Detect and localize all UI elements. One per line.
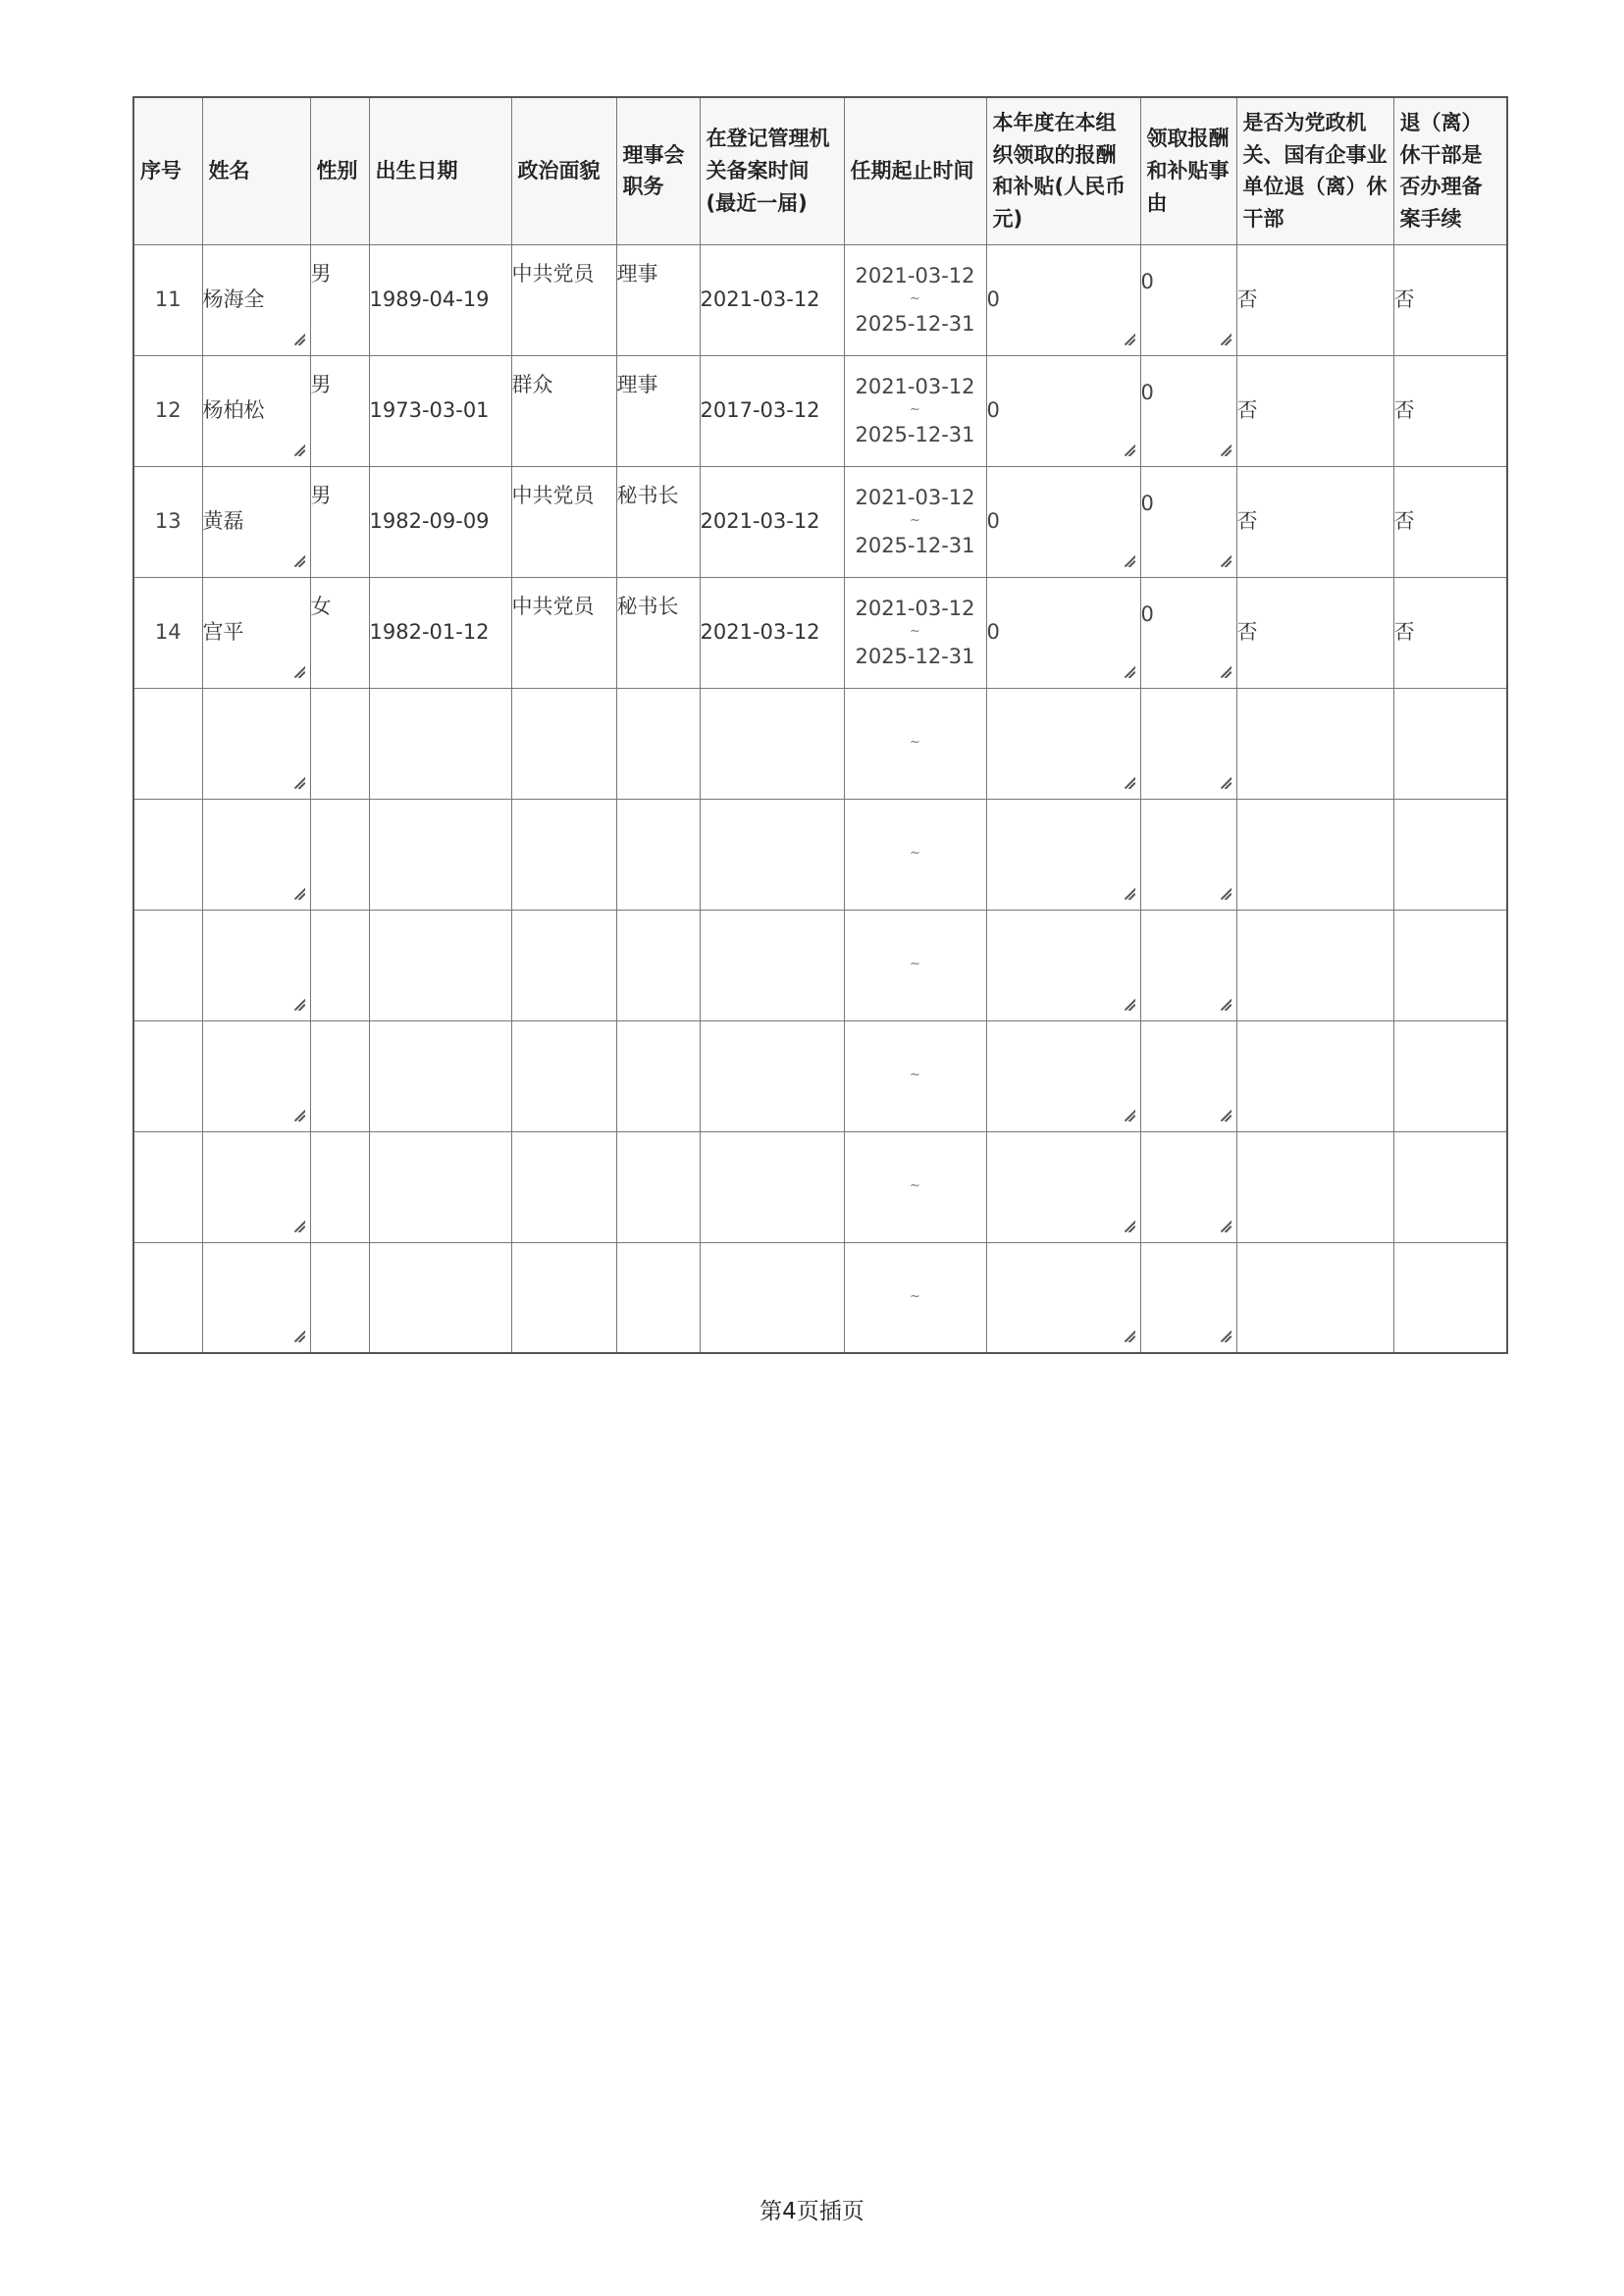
resize-handle-icon[interactable] xyxy=(1124,1331,1135,1342)
cell-retired-cadre xyxy=(1236,910,1393,1020)
cell-retired-filing xyxy=(1393,799,1507,910)
header-name: 姓名 xyxy=(202,97,310,244)
cell-council-role xyxy=(616,1242,700,1353)
cell-birth-date xyxy=(369,1131,511,1242)
header-retired-cadre: 是否为党政机关、国有企事业单位退（离）休干部 xyxy=(1236,97,1393,244)
header-filing-date: 在登记管理机关备案时间(最近一届) xyxy=(700,97,844,244)
resize-handle-icon[interactable] xyxy=(293,334,305,345)
name-text: 黄磊 xyxy=(202,509,244,534)
cell-annual-pay[interactable] xyxy=(986,1242,1140,1353)
page-footer-label: 第4页插页 xyxy=(760,2199,864,2224)
cell-retired-filing xyxy=(1393,688,1507,799)
cell-name[interactable] xyxy=(202,688,310,799)
cell-pay-reason[interactable] xyxy=(1140,577,1236,688)
cell-council-role xyxy=(616,1131,700,1242)
cell-annual-pay[interactable] xyxy=(986,577,1140,688)
term-separator: ~ xyxy=(910,291,920,307)
header-annual-pay: 本年度在本组织领取的报酬和补贴(人民币元) xyxy=(986,97,1140,244)
cell-retired-cadre: 否 xyxy=(1236,577,1393,688)
table-row xyxy=(133,799,1507,910)
cell-pay-reason[interactable] xyxy=(1140,910,1236,1020)
cell-name[interactable] xyxy=(202,799,310,910)
cell-political-status xyxy=(511,799,616,910)
cell-name[interactable] xyxy=(202,577,310,688)
term-start-date: 2021-03-12 xyxy=(855,485,975,509)
table-row xyxy=(133,355,1507,466)
cell-serial-number xyxy=(133,688,202,799)
resize-handle-icon[interactable] xyxy=(1124,334,1135,345)
cell-gender: 女 xyxy=(310,577,369,688)
resize-handle-icon[interactable] xyxy=(1220,555,1231,567)
cell-gender xyxy=(310,1020,369,1131)
term-separator: ~ xyxy=(910,735,920,751)
header-council-role: 理事会职务 xyxy=(616,97,700,244)
header-gender: 性别 xyxy=(310,97,369,244)
resize-handle-icon[interactable] xyxy=(1124,777,1135,789)
cell-birth-date xyxy=(369,1242,511,1353)
resize-handle-icon[interactable] xyxy=(1220,666,1231,678)
cell-name[interactable] xyxy=(202,244,310,355)
term-start-date: 2021-03-12 xyxy=(855,596,975,620)
cell-retired-cadre: 否 xyxy=(1236,355,1393,466)
pay-value: 0 xyxy=(986,398,1000,423)
resize-handle-icon[interactable] xyxy=(1124,999,1135,1011)
cell-filing-date: 2021-03-12 xyxy=(700,577,844,688)
term-separator: ~ xyxy=(910,1289,920,1305)
cell-political-status xyxy=(511,1020,616,1131)
cell-retired-cadre xyxy=(1236,688,1393,799)
table-row xyxy=(133,688,1507,799)
resize-handle-icon[interactable] xyxy=(1220,1110,1231,1122)
cell-annual-pay[interactable] xyxy=(986,1131,1140,1242)
cell-gender: 男 xyxy=(310,466,369,577)
cell-council-role: 理事 xyxy=(616,244,700,355)
cell-council-role: 理事 xyxy=(616,355,700,466)
cell-gender xyxy=(310,1242,369,1353)
resize-handle-icon[interactable] xyxy=(1124,555,1135,567)
table-row xyxy=(133,466,1507,577)
cell-retired-filing xyxy=(1393,1131,1507,1242)
cell-retired-cadre xyxy=(1236,1020,1393,1131)
cell-serial-number xyxy=(133,910,202,1020)
cell-political-status xyxy=(511,1242,616,1353)
cell-serial-number: 12 xyxy=(133,355,202,466)
cell-filing-date xyxy=(700,1131,844,1242)
cell-term-period xyxy=(844,910,986,1020)
cell-retired-cadre: 否 xyxy=(1236,244,1393,355)
cell-serial-number: 13 xyxy=(133,466,202,577)
term-end-date: 2025-12-31 xyxy=(855,422,975,446)
cell-name[interactable] xyxy=(202,1242,310,1353)
cell-pay-reason[interactable] xyxy=(1140,355,1236,466)
cell-birth-date xyxy=(369,688,511,799)
cell-birth-date: 1973-03-01 xyxy=(369,355,511,466)
cell-retired-filing: 否 xyxy=(1393,355,1507,466)
cell-pay-reason[interactable] xyxy=(1140,1020,1236,1131)
cell-political-status xyxy=(511,910,616,1020)
cell-gender xyxy=(310,799,369,910)
cell-filing-date xyxy=(700,1242,844,1353)
cell-retired-filing xyxy=(1393,1020,1507,1131)
resize-handle-icon[interactable] xyxy=(293,444,305,456)
resize-handle-icon[interactable] xyxy=(293,555,305,567)
reason-value: 0 xyxy=(1140,601,1154,626)
name-text: 宫平 xyxy=(202,620,244,645)
cell-birth-date xyxy=(369,910,511,1020)
resize-handle-icon[interactable] xyxy=(293,999,305,1011)
term-separator: ~ xyxy=(910,402,920,418)
resize-handle-icon[interactable] xyxy=(293,777,305,789)
cell-name[interactable] xyxy=(202,910,310,1020)
cell-pay-reason[interactable] xyxy=(1140,466,1236,577)
cell-serial-number: 11 xyxy=(133,244,202,355)
cell-term-period xyxy=(844,688,986,799)
table-row xyxy=(133,244,1507,355)
cell-annual-pay[interactable] xyxy=(986,910,1140,1020)
header-pay-reason: 领取报酬和补贴事由 xyxy=(1140,97,1236,244)
cell-birth-date: 1982-09-09 xyxy=(369,466,511,577)
cell-gender xyxy=(310,910,369,1020)
cell-retired-cadre: 否 xyxy=(1236,466,1393,577)
term-start-date: 2021-03-12 xyxy=(855,374,975,398)
cell-council-role xyxy=(616,910,700,1020)
cell-retired-cadre xyxy=(1236,1131,1393,1242)
cell-term-period xyxy=(844,355,986,466)
cell-political-status: 群众 xyxy=(511,355,616,466)
term-separator: ~ xyxy=(910,513,920,529)
cell-serial-number: 14 xyxy=(133,577,202,688)
pay-value: 0 xyxy=(986,620,1000,645)
reason-value: 0 xyxy=(1140,269,1154,293)
cell-retired-cadre xyxy=(1236,1242,1393,1353)
cell-retired-filing: 否 xyxy=(1393,244,1507,355)
reason-value: 0 xyxy=(1140,491,1154,515)
cell-pay-reason[interactable] xyxy=(1140,1131,1236,1242)
table-row xyxy=(133,910,1507,1020)
term-separator: ~ xyxy=(910,624,920,640)
cell-filing-date xyxy=(700,910,844,1020)
header-serial-number: 序号 xyxy=(133,97,202,244)
cell-annual-pay[interactable] xyxy=(986,688,1140,799)
cell-political-status: 中共党员 xyxy=(511,577,616,688)
resize-handle-icon[interactable] xyxy=(1124,444,1135,456)
resize-handle-icon[interactable] xyxy=(293,888,305,900)
cell-council-role xyxy=(616,799,700,910)
cell-annual-pay[interactable] xyxy=(986,799,1140,910)
cell-retired-filing: 否 xyxy=(1393,577,1507,688)
header-political-status: 政治面貌 xyxy=(511,97,616,244)
cell-gender xyxy=(310,1131,369,1242)
cell-name[interactable] xyxy=(202,466,310,577)
cell-council-role: 秘书长 xyxy=(616,466,700,577)
resize-handle-icon[interactable] xyxy=(293,1221,305,1232)
term-start-date: 2021-03-12 xyxy=(855,263,975,287)
table-header-row xyxy=(133,97,1507,244)
cell-term-period xyxy=(844,244,986,355)
cell-term-period xyxy=(844,577,986,688)
cell-serial-number xyxy=(133,1020,202,1131)
cell-filing-date xyxy=(700,799,844,910)
cell-council-role xyxy=(616,688,700,799)
cell-name[interactable] xyxy=(202,1131,310,1242)
name-text: 杨柏松 xyxy=(202,398,265,423)
cell-political-status: 中共党员 xyxy=(511,244,616,355)
cell-pay-reason[interactable] xyxy=(1140,1242,1236,1353)
cell-filing-date xyxy=(700,688,844,799)
cell-annual-pay[interactable] xyxy=(986,1020,1140,1131)
cell-filing-date xyxy=(700,1020,844,1131)
term-separator: ~ xyxy=(910,957,920,972)
cell-birth-date xyxy=(369,799,511,910)
resize-handle-icon[interactable] xyxy=(1220,444,1231,456)
table-row xyxy=(133,1020,1507,1131)
table-row xyxy=(133,577,1507,688)
pay-value: 0 xyxy=(986,287,1000,312)
term-separator: ~ xyxy=(910,1178,920,1194)
council-members-table xyxy=(132,96,1508,1354)
cell-serial-number xyxy=(133,799,202,910)
cell-term-period xyxy=(844,1020,986,1131)
resize-handle-icon[interactable] xyxy=(1220,888,1231,900)
cell-retired-filing: 否 xyxy=(1393,466,1507,577)
resize-handle-icon[interactable] xyxy=(293,666,305,678)
cell-birth-date: 1982-01-12 xyxy=(369,577,511,688)
cell-retired-filing xyxy=(1393,910,1507,1020)
resize-handle-icon[interactable] xyxy=(1220,777,1231,789)
header-term-period: 任期起止时间 xyxy=(844,97,986,244)
cell-birth-date xyxy=(369,1020,511,1131)
cell-annual-pay[interactable] xyxy=(986,355,1140,466)
header-retired-filing: 退（离）休干部是否办理备案手续 xyxy=(1393,97,1507,244)
cell-gender xyxy=(310,688,369,799)
reason-value: 0 xyxy=(1140,380,1154,404)
resize-handle-icon[interactable] xyxy=(1220,1221,1231,1232)
resize-handle-icon[interactable] xyxy=(1220,334,1231,345)
cell-gender: 男 xyxy=(310,244,369,355)
cell-retired-cadre xyxy=(1236,799,1393,910)
cell-term-period xyxy=(844,466,986,577)
cell-political-status xyxy=(511,1131,616,1242)
cell-serial-number xyxy=(133,1131,202,1242)
name-text: 杨海全 xyxy=(202,287,265,312)
table-row xyxy=(133,1242,1507,1353)
table-row xyxy=(133,1131,1507,1242)
term-separator: ~ xyxy=(910,1068,920,1083)
cell-pay-reason[interactable] xyxy=(1140,688,1236,799)
cell-serial-number xyxy=(133,1242,202,1353)
header-birth-date: 出生日期 xyxy=(369,97,511,244)
cell-name[interactable] xyxy=(202,355,310,466)
cell-term-period xyxy=(844,1242,986,1353)
resize-handle-icon[interactable] xyxy=(1220,999,1231,1011)
resize-handle-icon[interactable] xyxy=(1124,666,1135,678)
cell-name[interactable] xyxy=(202,1020,310,1131)
cell-political-status xyxy=(511,688,616,799)
cell-pay-reason[interactable] xyxy=(1140,799,1236,910)
pay-value: 0 xyxy=(986,509,1000,534)
cell-term-period xyxy=(844,799,986,910)
cell-political-status: 中共党员 xyxy=(511,466,616,577)
cell-pay-reason[interactable] xyxy=(1140,244,1236,355)
cell-gender: 男 xyxy=(310,355,369,466)
cell-filing-date: 2017-03-12 xyxy=(700,355,844,466)
term-end-date: 2025-12-31 xyxy=(855,311,975,336)
cell-council-role xyxy=(616,1020,700,1131)
term-end-date: 2025-12-31 xyxy=(855,644,975,668)
resize-handle-icon[interactable] xyxy=(1124,1110,1135,1122)
resize-handle-icon[interactable] xyxy=(1124,1221,1135,1232)
cell-filing-date: 2021-03-12 xyxy=(700,466,844,577)
resize-handle-icon[interactable] xyxy=(293,1331,305,1342)
resize-handle-icon[interactable] xyxy=(1124,888,1135,900)
cell-council-role: 秘书长 xyxy=(616,577,700,688)
cell-annual-pay[interactable] xyxy=(986,466,1140,577)
cell-annual-pay[interactable] xyxy=(986,244,1140,355)
term-separator: ~ xyxy=(910,846,920,861)
resize-handle-icon[interactable] xyxy=(293,1110,305,1122)
cell-birth-date: 1989-04-19 xyxy=(369,244,511,355)
cell-term-period xyxy=(844,1131,986,1242)
term-end-date: 2025-12-31 xyxy=(855,533,975,557)
cell-retired-filing xyxy=(1393,1242,1507,1353)
cell-filing-date: 2021-03-12 xyxy=(700,244,844,355)
resize-handle-icon[interactable] xyxy=(1220,1331,1231,1342)
